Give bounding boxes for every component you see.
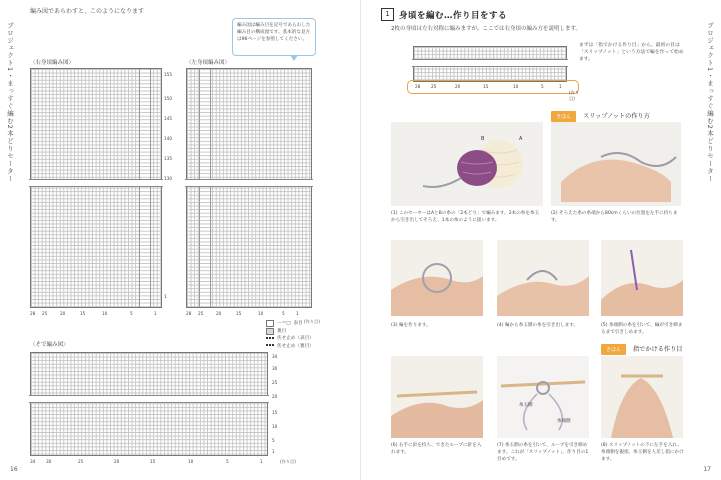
section-title: 身頃を編む…作り目をする	[399, 10, 508, 21]
step-caption-3: (3) 輪を作ります。	[391, 323, 431, 328]
sleeve-col-labels: 34 30 25 20 15 10 5 1 (作り目)	[30, 459, 296, 464]
step-caption-2: (2) そろえた糸の糸端から80cmくらいの位置を左手に持ちます。	[551, 211, 678, 223]
kihon-title-slipknot: スリップノットの作り方	[583, 113, 650, 120]
chart-break-line	[412, 59, 568, 67]
legend-item: 伏せ止め（裏目）	[266, 343, 314, 351]
right-page	[361, 0, 721, 480]
step-caption-8: (8) スリップノットの下に左手を入れ、糸端側を親指、糸玉側を人差し指にかけます。	[601, 443, 684, 462]
left-body-chart-title: 〈左身頃編み図〉	[186, 60, 231, 66]
intro-text: 編み図であらわすと、このようになります	[30, 8, 145, 15]
mini-chart-grid	[413, 46, 567, 82]
left-body-col-labels: 28 25 20 15 10 5 1 (作り目)	[186, 311, 320, 324]
hand-holding-yarn-image	[551, 122, 681, 206]
section-header	[381, 8, 507, 21]
kihon-tag: きほん	[601, 344, 626, 355]
right-body-chart-title: 〈右身頃編み図〉	[30, 60, 75, 66]
left-body-chart-grid	[186, 68, 312, 308]
svg-text:B: B	[481, 136, 485, 142]
right-body-col-labels: 28 25 20 15 10 5 1	[30, 311, 157, 316]
callout-pointer	[290, 55, 298, 61]
mini-col-labels: 28 25 20 15 10 5 1 (作り目)	[415, 84, 580, 101]
step-photo-3	[391, 240, 483, 316]
chart-break-line	[185, 179, 313, 187]
section-number: 1	[381, 8, 394, 21]
mini-note: まずは「指でかける作り目」から。最初の目は「スリップノット」という方法で輪を作って始めます。	[579, 43, 684, 62]
right-body-row-labels: 155 150 145 140 135 130 1	[164, 72, 172, 299]
step-photo-2	[551, 122, 681, 206]
step-caption-4: (4) 輪から糸玉側の糸を引き出します。	[497, 323, 579, 328]
kihon-tag: きほん	[551, 111, 576, 122]
yarn-balls-image	[391, 122, 543, 206]
right-body-chart-grid	[30, 68, 162, 308]
step-photo-6	[391, 356, 483, 438]
sleeve-chart-title: 〈そで編み図〉	[30, 342, 69, 348]
left-page	[0, 0, 360, 480]
sleeve-row-labels: 34 30 25 20 15 10 5 1	[272, 354, 278, 454]
kihon-title-cast-on: 指でかける作り目	[633, 346, 683, 353]
step-caption-7: (7) 糸玉側の糸を引いて、ループを引き締めます。これが「スリップノット」。作り目の1目めです。	[497, 443, 589, 462]
page-number: 17	[703, 466, 711, 473]
svg-text:糸玉側: 糸玉側	[519, 403, 533, 408]
side-label: プロジェクト1・まっすぐ編む2本どりセーター	[706, 22, 714, 183]
decrease-column	[199, 69, 211, 307]
step-photo-8	[601, 356, 683, 438]
step-caption-1: (1) このセーターはAとBの糸の「2本どり」で編みます。2本の糸を糸玉から引き出してそろえ、1本の糸のように扱います。	[391, 211, 540, 223]
chart-break-line	[29, 179, 163, 187]
legend-item: 伏せ止め（表目）	[266, 335, 314, 343]
sleeve-chart-grid	[30, 352, 268, 456]
legend	[266, 320, 314, 350]
step-photo-7	[497, 356, 589, 438]
legend-item: 裏目	[266, 328, 314, 336]
legend-item: ー＝□ 表目	[266, 320, 314, 328]
chart-break-line	[29, 395, 269, 403]
callout-box: 編み図は編み目を記号であらわした編み目の構成図です。基本的な見方は96ページを参照してください。	[232, 18, 316, 56]
decrease-column	[139, 69, 151, 307]
step-caption-6: (6) 右手に針を持ち、できたループに針を入れます。	[391, 443, 482, 455]
page-number: 16	[10, 466, 18, 473]
step-photo-1	[391, 122, 543, 206]
svg-text:糸端側: 糸端側	[557, 419, 571, 424]
side-label: プロジェクト1・まっすぐ編む2本どりセーター	[6, 22, 14, 183]
step-photo-5	[601, 240, 683, 316]
svg-text:A: A	[519, 136, 523, 142]
step-caption-5: (5) 糸端側の糸を引いて、輪が引き締まるまで引きしめます。	[601, 323, 683, 335]
step-photo-4	[497, 240, 589, 316]
section-lead: 2枚の身頃は左右対称に編みますが、ここでは右身頃の編み方を説明します。	[391, 26, 582, 32]
